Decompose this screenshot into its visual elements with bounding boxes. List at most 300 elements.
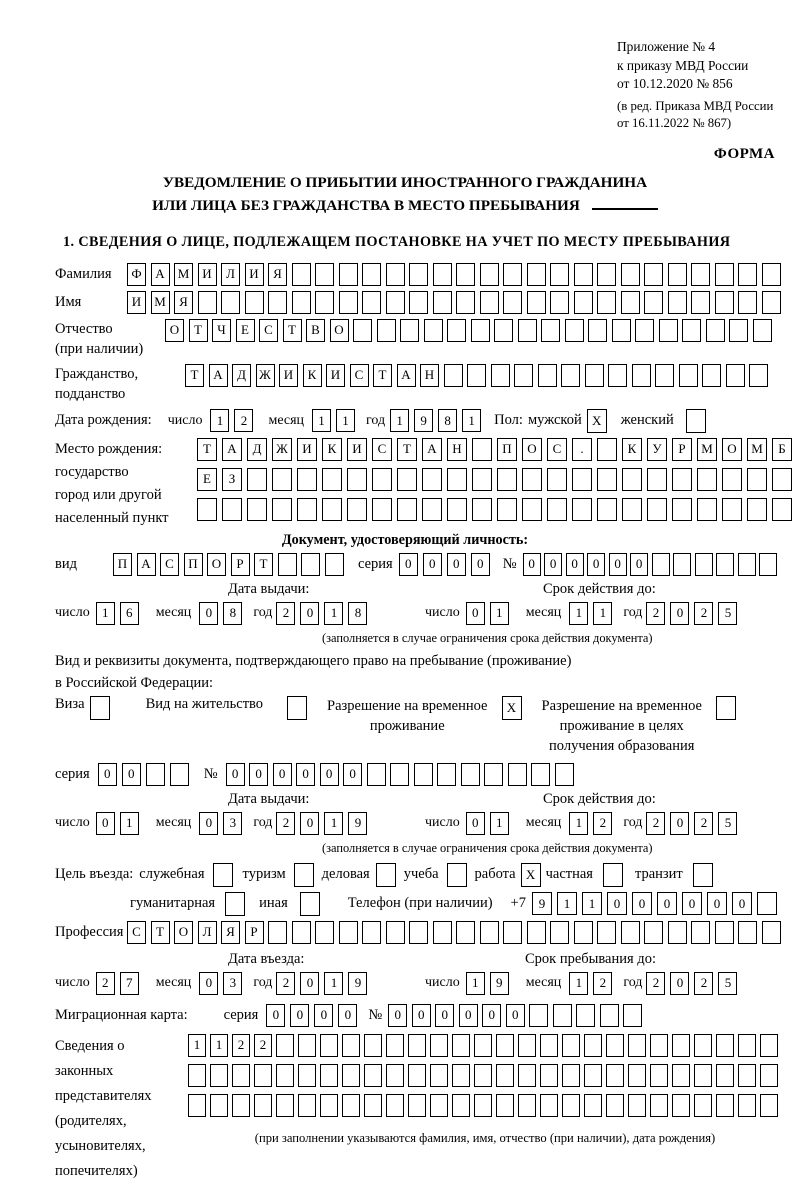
char-cell[interactable]: 0 <box>300 812 319 835</box>
char-cell[interactable]: 1 <box>569 602 588 625</box>
char-cell[interactable] <box>672 1094 690 1117</box>
char-cell[interactable]: О <box>207 553 226 576</box>
char-cell[interactable] <box>606 1094 624 1117</box>
char-cell[interactable] <box>386 1094 404 1117</box>
char-cell[interactable] <box>597 438 617 461</box>
char-cell[interactable] <box>762 263 781 286</box>
char-cell[interactable] <box>652 553 670 576</box>
char-cell[interactable] <box>597 921 616 944</box>
char-cell[interactable]: 0 <box>466 812 485 835</box>
char-cell[interactable]: 2 <box>694 812 713 835</box>
char-cell[interactable]: 5 <box>718 972 737 995</box>
char-cell[interactable] <box>433 291 452 314</box>
char-cell[interactable] <box>514 364 533 387</box>
char-cell[interactable] <box>715 263 734 286</box>
char-cell[interactable]: К <box>303 364 322 387</box>
char-cell[interactable] <box>320 1064 338 1087</box>
char-cell[interactable] <box>747 468 767 491</box>
char-cell[interactable] <box>390 763 409 786</box>
char-cell[interactable]: 2 <box>276 602 295 625</box>
char-cell[interactable]: 2 <box>232 1034 250 1057</box>
char-cell[interactable] <box>386 263 405 286</box>
char-cell[interactable] <box>597 468 617 491</box>
char-cell[interactable]: О <box>522 438 542 461</box>
char-cell[interactable] <box>497 498 517 521</box>
char-cell[interactable] <box>529 1004 548 1027</box>
char-cell[interactable] <box>716 1094 734 1117</box>
char-cell[interactable] <box>518 1094 536 1117</box>
char-cell[interactable]: 2 <box>593 812 612 835</box>
char-cell[interactable] <box>606 1034 624 1057</box>
char-cell[interactable]: Т <box>397 438 417 461</box>
char-cell[interactable]: 0 <box>199 812 218 835</box>
char-cell[interactable] <box>339 263 358 286</box>
char-cell[interactable] <box>584 1064 602 1087</box>
char-cell[interactable] <box>562 1064 580 1087</box>
char-cell[interactable] <box>278 553 297 576</box>
char-cell[interactable]: 2 <box>276 972 295 995</box>
char-cell[interactable] <box>553 1004 572 1027</box>
char-cell[interactable] <box>397 468 417 491</box>
edu-permit-checkbox[interactable] <box>716 696 736 720</box>
char-cell[interactable] <box>757 892 777 915</box>
char-cell[interactable]: 3 <box>223 972 242 995</box>
char-cell[interactable] <box>342 1034 360 1057</box>
char-cell[interactable] <box>527 291 546 314</box>
char-cell[interactable]: 2 <box>646 972 665 995</box>
residence-expiry-year-boxes[interactable] <box>646 812 742 835</box>
char-cell[interactable]: 1 <box>569 812 588 835</box>
char-cell[interactable] <box>527 263 546 286</box>
char-cell[interactable]: 0 <box>300 972 319 995</box>
char-cell[interactable] <box>294 863 314 887</box>
stay-year-boxes[interactable] <box>646 972 742 995</box>
char-cell[interactable]: 5 <box>718 812 737 835</box>
char-cell[interactable]: 1 <box>466 972 485 995</box>
char-cell[interactable] <box>650 1034 668 1057</box>
char-cell[interactable] <box>298 1094 316 1117</box>
phone-boxes[interactable] <box>532 892 782 915</box>
char-cell[interactable]: . <box>572 438 592 461</box>
char-cell[interactable] <box>364 1094 382 1117</box>
char-cell[interactable]: 1 <box>324 972 343 995</box>
char-cell[interactable]: Е <box>236 319 255 342</box>
char-cell[interactable] <box>452 1064 470 1087</box>
purpose-private-checkbox[interactable] <box>603 863 623 887</box>
char-cell[interactable] <box>612 319 631 342</box>
char-cell[interactable] <box>272 468 292 491</box>
char-cell[interactable] <box>372 468 392 491</box>
char-cell[interactable]: Ж <box>272 438 292 461</box>
char-cell[interactable]: 9 <box>348 972 367 995</box>
char-cell[interactable] <box>547 468 567 491</box>
migration-series-boxes[interactable] <box>266 1004 362 1027</box>
char-cell[interactable] <box>697 468 717 491</box>
char-cell[interactable]: 8 <box>223 602 242 625</box>
identity-series-boxes[interactable] <box>399 553 495 576</box>
char-cell[interactable]: 0 <box>249 763 268 786</box>
char-cell[interactable] <box>301 553 320 576</box>
char-cell[interactable] <box>461 763 480 786</box>
char-cell[interactable] <box>467 364 486 387</box>
char-cell[interactable] <box>447 319 466 342</box>
char-cell[interactable] <box>447 498 467 521</box>
char-cell[interactable] <box>694 1064 712 1087</box>
purpose-transit-checkbox[interactable] <box>693 863 713 887</box>
char-cell[interactable] <box>232 1064 250 1087</box>
char-cell[interactable]: 1 <box>569 972 588 995</box>
char-cell[interactable] <box>647 468 667 491</box>
char-cell[interactable]: 1 <box>390 409 409 432</box>
char-cell[interactable]: Р <box>672 438 692 461</box>
char-cell[interactable]: С <box>160 553 179 576</box>
entry-month-boxes[interactable] <box>199 972 247 995</box>
char-cell[interactable]: 0 <box>343 763 362 786</box>
char-cell[interactable] <box>672 498 692 521</box>
char-cell[interactable]: 9 <box>532 892 552 915</box>
char-cell[interactable] <box>494 319 513 342</box>
char-cell[interactable]: И <box>127 291 146 314</box>
stay-day-boxes[interactable] <box>466 972 514 995</box>
char-cell[interactable] <box>372 498 392 521</box>
char-cell[interactable] <box>738 921 757 944</box>
char-cell[interactable] <box>647 498 667 521</box>
char-cell[interactable] <box>691 263 710 286</box>
char-cell[interactable] <box>760 1034 778 1057</box>
residence-issue-day-boxes[interactable] <box>96 812 144 835</box>
char-cell[interactable] <box>232 1094 250 1117</box>
identity-number-boxes[interactable] <box>523 553 781 576</box>
char-cell[interactable] <box>447 468 467 491</box>
birth-month-boxes[interactable] <box>312 409 360 432</box>
char-cell[interactable] <box>682 319 701 342</box>
char-cell[interactable]: Н <box>420 364 439 387</box>
char-cell[interactable]: 0 <box>482 1004 501 1027</box>
char-cell[interactable]: 0 <box>670 602 689 625</box>
char-cell[interactable] <box>254 1064 272 1087</box>
char-cell[interactable] <box>695 553 713 576</box>
char-cell[interactable]: О <box>165 319 184 342</box>
char-cell[interactable]: 0 <box>199 972 218 995</box>
char-cell[interactable] <box>522 498 542 521</box>
char-cell[interactable]: 0 <box>122 763 141 786</box>
char-cell[interactable]: 1 <box>120 812 139 835</box>
char-cell[interactable]: 0 <box>435 1004 454 1027</box>
char-cell[interactable]: 0 <box>423 553 442 576</box>
char-cell[interactable] <box>386 921 405 944</box>
residence-issue-month-boxes[interactable] <box>199 812 247 835</box>
char-cell[interactable] <box>268 291 287 314</box>
char-cell[interactable] <box>198 291 217 314</box>
char-cell[interactable] <box>298 1034 316 1057</box>
char-cell[interactable] <box>574 263 593 286</box>
identity-issue-day-boxes[interactable] <box>96 602 144 625</box>
char-cell[interactable]: 9 <box>414 409 433 432</box>
char-cell[interactable] <box>472 438 492 461</box>
char-cell[interactable]: 2 <box>694 972 713 995</box>
char-cell[interactable] <box>541 319 560 342</box>
char-cell[interactable] <box>760 1064 778 1087</box>
birthplace-row2-boxes[interactable] <box>197 468 797 491</box>
char-cell[interactable]: А <box>151 263 170 286</box>
char-cell[interactable]: И <box>347 438 367 461</box>
char-cell[interactable]: 9 <box>490 972 509 995</box>
char-cell[interactable]: О <box>174 921 193 944</box>
char-cell[interactable] <box>628 1094 646 1117</box>
char-cell[interactable] <box>409 291 428 314</box>
char-cell[interactable] <box>210 1064 228 1087</box>
char-cell[interactable] <box>628 1034 646 1057</box>
char-cell[interactable] <box>497 468 517 491</box>
char-cell[interactable] <box>222 498 242 521</box>
char-cell[interactable] <box>574 921 593 944</box>
char-cell[interactable] <box>738 553 756 576</box>
char-cell[interactable] <box>550 263 569 286</box>
char-cell[interactable] <box>456 291 475 314</box>
char-cell[interactable] <box>364 1064 382 1087</box>
char-cell[interactable] <box>550 291 569 314</box>
char-cell[interactable] <box>339 921 358 944</box>
char-cell[interactable] <box>292 291 311 314</box>
char-cell[interactable] <box>691 921 710 944</box>
char-cell[interactable]: 0 <box>523 553 541 576</box>
char-cell[interactable] <box>491 364 510 387</box>
representatives-row3-boxes[interactable] <box>188 1094 782 1117</box>
char-cell[interactable]: 0 <box>447 553 466 576</box>
char-cell[interactable] <box>276 1094 294 1117</box>
representatives-row2-boxes[interactable] <box>188 1064 782 1087</box>
identity-expiry-day-boxes[interactable] <box>466 602 514 625</box>
char-cell[interactable]: Я <box>221 921 240 944</box>
char-cell[interactable] <box>456 263 475 286</box>
char-cell[interactable] <box>693 863 713 887</box>
char-cell[interactable]: И <box>245 263 264 286</box>
char-cell[interactable] <box>447 863 467 887</box>
char-cell[interactable]: Е <box>197 468 217 491</box>
char-cell[interactable]: А <box>137 553 156 576</box>
char-cell[interactable] <box>503 291 522 314</box>
char-cell[interactable] <box>679 364 698 387</box>
char-cell[interactable]: 0 <box>707 892 727 915</box>
char-cell[interactable]: Т <box>283 319 302 342</box>
char-cell[interactable]: 0 <box>632 892 652 915</box>
char-cell[interactable] <box>353 319 372 342</box>
char-cell[interactable]: 0 <box>266 1004 285 1027</box>
char-cell[interactable] <box>540 1094 558 1117</box>
char-cell[interactable]: 0 <box>320 763 339 786</box>
char-cell[interactable] <box>672 1064 690 1087</box>
char-cell[interactable] <box>362 291 381 314</box>
char-cell[interactable] <box>197 498 217 521</box>
char-cell[interactable]: 1 <box>210 1034 228 1057</box>
char-cell[interactable] <box>437 763 456 786</box>
char-cell[interactable]: М <box>747 438 767 461</box>
char-cell[interactable] <box>772 468 792 491</box>
char-cell[interactable] <box>247 468 267 491</box>
char-cell[interactable]: Т <box>151 921 170 944</box>
char-cell[interactable] <box>170 763 189 786</box>
char-cell[interactable] <box>738 1094 756 1117</box>
char-cell[interactable]: 2 <box>694 602 713 625</box>
char-cell[interactable]: А <box>209 364 228 387</box>
char-cell[interactable]: 0 <box>96 812 115 835</box>
char-cell[interactable] <box>608 364 627 387</box>
char-cell[interactable] <box>397 498 417 521</box>
migration-number-boxes[interactable] <box>388 1004 647 1027</box>
char-cell[interactable]: З <box>222 468 242 491</box>
birthplace-row1-boxes[interactable] <box>197 438 797 461</box>
char-cell[interactable]: 0 <box>506 1004 525 1027</box>
char-cell[interactable] <box>90 696 110 720</box>
entry-day-boxes[interactable] <box>96 972 144 995</box>
char-cell[interactable] <box>738 1034 756 1057</box>
identity-issue-month-boxes[interactable] <box>199 602 247 625</box>
char-cell[interactable] <box>622 498 642 521</box>
char-cell[interactable] <box>597 291 616 314</box>
char-cell[interactable] <box>738 1064 756 1087</box>
char-cell[interactable]: 1 <box>582 892 602 915</box>
char-cell[interactable] <box>430 1094 448 1117</box>
char-cell[interactable] <box>716 1064 734 1087</box>
char-cell[interactable] <box>508 763 527 786</box>
char-cell[interactable] <box>444 364 463 387</box>
char-cell[interactable]: И <box>279 364 298 387</box>
char-cell[interactable]: 0 <box>314 1004 333 1027</box>
char-cell[interactable] <box>400 319 419 342</box>
char-cell[interactable] <box>621 291 640 314</box>
char-cell[interactable] <box>668 921 687 944</box>
residence-expiry-month-boxes[interactable] <box>569 812 617 835</box>
char-cell[interactable] <box>188 1064 206 1087</box>
char-cell[interactable] <box>738 263 757 286</box>
char-cell[interactable] <box>749 364 768 387</box>
char-cell[interactable]: 0 <box>670 812 689 835</box>
birth-year-boxes[interactable] <box>390 409 486 432</box>
identity-expiry-year-boxes[interactable] <box>646 602 742 625</box>
char-cell[interactable]: 0 <box>459 1004 478 1027</box>
char-cell[interactable] <box>315 921 334 944</box>
char-cell[interactable] <box>221 291 240 314</box>
residence-series-boxes[interactable] <box>98 763 194 786</box>
char-cell[interactable] <box>433 263 452 286</box>
char-cell[interactable] <box>572 468 592 491</box>
char-cell[interactable] <box>386 1064 404 1087</box>
char-cell[interactable]: 0 <box>670 972 689 995</box>
char-cell[interactable] <box>298 1064 316 1087</box>
char-cell[interactable] <box>716 1034 734 1057</box>
char-cell[interactable]: 1 <box>324 812 343 835</box>
char-cell[interactable]: 1 <box>490 602 509 625</box>
char-cell[interactable] <box>268 921 287 944</box>
char-cell[interactable] <box>496 1094 514 1117</box>
char-cell[interactable] <box>588 319 607 342</box>
char-cell[interactable]: Д <box>247 438 267 461</box>
char-cell[interactable]: А <box>222 438 242 461</box>
char-cell[interactable] <box>574 291 593 314</box>
char-cell[interactable]: Л <box>198 921 217 944</box>
char-cell[interactable]: 8 <box>438 409 457 432</box>
char-cell[interactable] <box>621 921 640 944</box>
identity-kind-boxes[interactable] <box>113 553 348 576</box>
char-cell[interactable] <box>471 319 490 342</box>
char-cell[interactable]: П <box>113 553 132 576</box>
char-cell[interactable] <box>472 498 492 521</box>
char-cell[interactable] <box>386 291 405 314</box>
char-cell[interactable] <box>762 921 781 944</box>
char-cell[interactable]: П <box>497 438 517 461</box>
char-cell[interactable] <box>292 263 311 286</box>
char-cell[interactable]: 0 <box>273 763 292 786</box>
char-cell[interactable] <box>484 763 503 786</box>
char-cell[interactable] <box>472 468 492 491</box>
char-cell[interactable] <box>377 319 396 342</box>
char-cell[interactable] <box>738 291 757 314</box>
char-cell[interactable]: С <box>259 319 278 342</box>
char-cell[interactable]: Ч <box>212 319 231 342</box>
char-cell[interactable]: 0 <box>471 553 490 576</box>
char-cell[interactable] <box>576 1004 595 1027</box>
purpose-study-checkbox[interactable] <box>447 863 467 887</box>
char-cell[interactable] <box>315 263 334 286</box>
char-cell[interactable]: 0 <box>682 892 702 915</box>
char-cell[interactable] <box>146 763 165 786</box>
char-cell[interactable] <box>414 763 433 786</box>
char-cell[interactable] <box>715 921 734 944</box>
gender-female-checkbox[interactable] <box>686 409 706 433</box>
char-cell[interactable]: Т <box>185 364 204 387</box>
char-cell[interactable] <box>572 498 592 521</box>
char-cell[interactable] <box>452 1094 470 1117</box>
char-cell[interactable]: 1 <box>593 602 612 625</box>
char-cell[interactable] <box>584 1034 602 1057</box>
char-cell[interactable] <box>409 921 428 944</box>
char-cell[interactable] <box>320 1034 338 1057</box>
char-cell[interactable]: Ф <box>127 263 146 286</box>
char-cell[interactable] <box>480 921 499 944</box>
char-cell[interactable] <box>433 921 452 944</box>
char-cell[interactable]: Ж <box>256 364 275 387</box>
char-cell[interactable] <box>547 498 567 521</box>
char-cell[interactable]: 1 <box>188 1034 206 1057</box>
char-cell[interactable]: Т <box>189 319 208 342</box>
char-cell[interactable]: И <box>326 364 345 387</box>
char-cell[interactable] <box>538 364 557 387</box>
char-cell[interactable] <box>276 1064 294 1087</box>
char-cell[interactable]: К <box>322 438 342 461</box>
char-cell[interactable] <box>503 263 522 286</box>
char-cell[interactable]: X <box>502 696 522 720</box>
char-cell[interactable] <box>276 1034 294 1057</box>
char-cell[interactable] <box>561 364 580 387</box>
char-cell[interactable] <box>747 498 767 521</box>
char-cell[interactable] <box>474 1064 492 1087</box>
char-cell[interactable]: А <box>397 364 416 387</box>
char-cell[interactable] <box>300 892 320 916</box>
char-cell[interactable] <box>424 319 443 342</box>
char-cell[interactable]: Т <box>197 438 217 461</box>
char-cell[interactable] <box>518 1064 536 1087</box>
char-cell[interactable]: С <box>127 921 146 944</box>
char-cell[interactable]: Н <box>447 438 467 461</box>
char-cell[interactable] <box>584 1094 602 1117</box>
char-cell[interactable]: А <box>422 438 442 461</box>
char-cell[interactable]: И <box>198 263 217 286</box>
char-cell[interactable] <box>772 498 792 521</box>
char-cell[interactable]: О <box>330 319 349 342</box>
char-cell[interactable]: 1 <box>210 409 229 432</box>
char-cell[interactable]: 1 <box>96 602 115 625</box>
char-cell[interactable]: 0 <box>544 553 562 576</box>
